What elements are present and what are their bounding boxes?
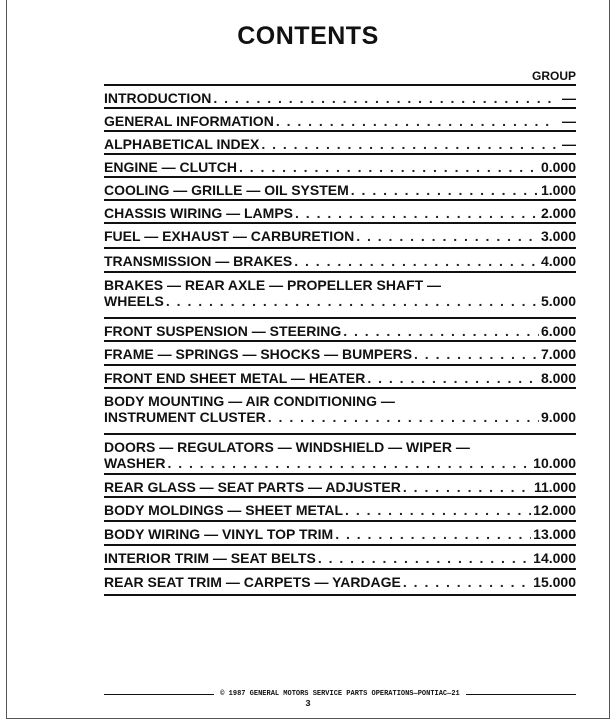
footer-rule-left: [104, 694, 214, 695]
toc-entry-line: [104, 526, 576, 542]
toc-entry-line: [104, 182, 576, 198]
toc-entry-line: [104, 253, 576, 269]
toc-entry-line: [104, 550, 576, 566]
toc-entry: [104, 222, 576, 247]
toc-entry-group: 11.000: [533, 479, 576, 495]
toc-entry-group: 10.000: [533, 455, 576, 471]
toc-entry-group: —: [562, 136, 576, 152]
toc-entry-text: GENERAL INFORMATION: [104, 113, 274, 129]
toc-entry-line: [104, 409, 576, 425]
toc-entry-text: REAR SEAT TRIM — CARPETS — YARDAGE: [104, 574, 401, 590]
toc-entry-line: [104, 455, 576, 471]
toc-entry-line: [104, 136, 576, 152]
toc-entry-group: 15.000: [533, 574, 576, 590]
toc-entry: [104, 544, 576, 568]
footer-copyright: © 1987 GENERAL MOTORS SERVICE PARTS OPERATIONS—PONTIAC—21: [220, 690, 460, 698]
toc-entry-group: —: [562, 90, 576, 106]
toc-entry: [104, 433, 576, 473]
toc-entry-text: COOLING — GRILLE — OIL SYSTEM: [104, 182, 349, 198]
dot-leader: [276, 113, 556, 129]
toc-entry: [104, 568, 576, 594]
toc-entry: [104, 317, 576, 340]
dot-leader: [403, 574, 531, 590]
toc-entry-text: ENGINE — CLUTCH: [104, 159, 237, 175]
toc-entry-group: 1.000: [540, 182, 576, 198]
toc-entry: [104, 520, 576, 544]
dot-leader: [367, 370, 539, 386]
toc-entry-text: BODY WIRING — VINYL TOP TRIM: [104, 526, 334, 542]
toc-entry: [104, 473, 576, 496]
toc-entry-line: [104, 574, 576, 590]
dot-leader: [213, 90, 556, 106]
toc-entry-text: INTERIOR TRIM — SEAT BELTS: [104, 550, 316, 566]
toc-entry-line: [104, 479, 576, 495]
dot-leader: [414, 346, 539, 362]
toc-entry: [104, 153, 576, 176]
toc-entry-line: [104, 502, 576, 518]
toc-entry-group: 6.000: [540, 323, 576, 339]
group-column-header: GROUP: [532, 69, 577, 83]
toc-entry-group: 14.000: [533, 550, 576, 566]
footer-rule-right: [466, 694, 576, 695]
dot-leader: [239, 159, 539, 175]
dot-leader: [268, 409, 539, 425]
toc-entry-text: TRANSMISSION — BRAKES: [104, 253, 293, 269]
toc-entry-text: WHEELS: [104, 293, 164, 309]
toc-entry-line: [104, 293, 576, 309]
toc-entry-group: 3.000: [540, 228, 576, 244]
toc-entry-line: [104, 159, 576, 175]
dot-leader: [356, 228, 539, 244]
toc-entry-text: INSTRUMENT CLUSTER: [104, 409, 266, 425]
dot-leader: [403, 479, 532, 495]
toc-bottom-rule: [104, 594, 576, 596]
toc-entry-group: 7.000: [540, 346, 576, 362]
toc-entry-text: CHASSIS WIRING — LAMPS: [104, 205, 294, 221]
toc-entry-group: 4.000: [540, 253, 576, 269]
toc-entry: [104, 107, 576, 130]
toc-entry-group: 2.000: [540, 205, 576, 221]
toc-entry: [104, 364, 576, 387]
toc-entry-group: 5.000: [540, 293, 576, 309]
page-number: 3: [305, 699, 311, 709]
toc-entry-group: 13.000: [533, 526, 576, 542]
toc-entry: [104, 340, 576, 364]
toc-entry-line: [104, 228, 576, 244]
dot-leader: [261, 136, 556, 152]
dot-leader: [318, 550, 531, 566]
toc-entry-group: 8.000: [540, 370, 576, 386]
dot-leader: [294, 253, 539, 269]
toc-entry-text: WASHER: [104, 455, 166, 471]
toc-entry-line: [104, 346, 576, 362]
toc-entry: [104, 247, 576, 271]
toc-entry-text: BODY MOLDINGS — SHEET METAL: [104, 502, 344, 518]
page-title: CONTENTS: [237, 22, 379, 50]
dot-leader: [167, 455, 531, 471]
toc-entry-text: BODY MOUNTING — AIR CONDITIONING —: [104, 393, 395, 409]
toc-entry-text: REAR GLASS — SEAT PARTS — ADJUSTER: [104, 479, 401, 495]
dot-leader: [166, 293, 539, 309]
toc-entry: [104, 496, 576, 520]
toc-entry: [104, 199, 576, 222]
toc-entry-text: FRAME — SPRINGS — SHOCKS — BUMPERS: [104, 346, 413, 362]
toc-entry-text: ALPHABETICAL INDEX: [104, 136, 260, 152]
toc-entry-text: FRONT END SHEET METAL — HEATER: [104, 370, 366, 386]
dot-leader: [343, 323, 539, 339]
toc-entry: [104, 387, 576, 433]
toc-entry-line: [104, 323, 576, 339]
toc-entry-text: INTRODUCTION: [104, 90, 212, 106]
dot-leader: [345, 502, 531, 518]
footer: [104, 690, 576, 698]
toc-entry-line: [104, 90, 576, 106]
toc-entry: [104, 130, 576, 153]
toc-entry-line: [104, 370, 576, 386]
toc-entry-group: 9.000: [540, 409, 576, 425]
dot-leader: [335, 526, 531, 542]
toc-entry: [104, 176, 576, 199]
toc-entry-group: 0.000: [540, 159, 576, 175]
toc-entry-group: 12.000: [533, 502, 576, 518]
toc-entry: [104, 84, 576, 107]
toc-entry-group: —: [562, 113, 576, 129]
toc-entry-text: FRONT SUSPENSION — STEERING: [104, 323, 342, 339]
table-of-contents: [104, 84, 576, 596]
toc-entry-text: FUEL — EXHAUST — CARBURETION: [104, 228, 355, 244]
toc-entry: [104, 271, 576, 317]
dot-leader: [351, 182, 539, 198]
toc-entry-text: DOORS — REGULATORS — WINDSHIELD — WIPER —: [104, 439, 470, 455]
toc-entry-text: BRAKES — REAR AXLE — PROPELLER SHAFT —: [104, 277, 442, 293]
toc-entry-line: [104, 113, 576, 129]
toc-entry-line: [104, 205, 576, 221]
dot-leader: [295, 205, 539, 221]
